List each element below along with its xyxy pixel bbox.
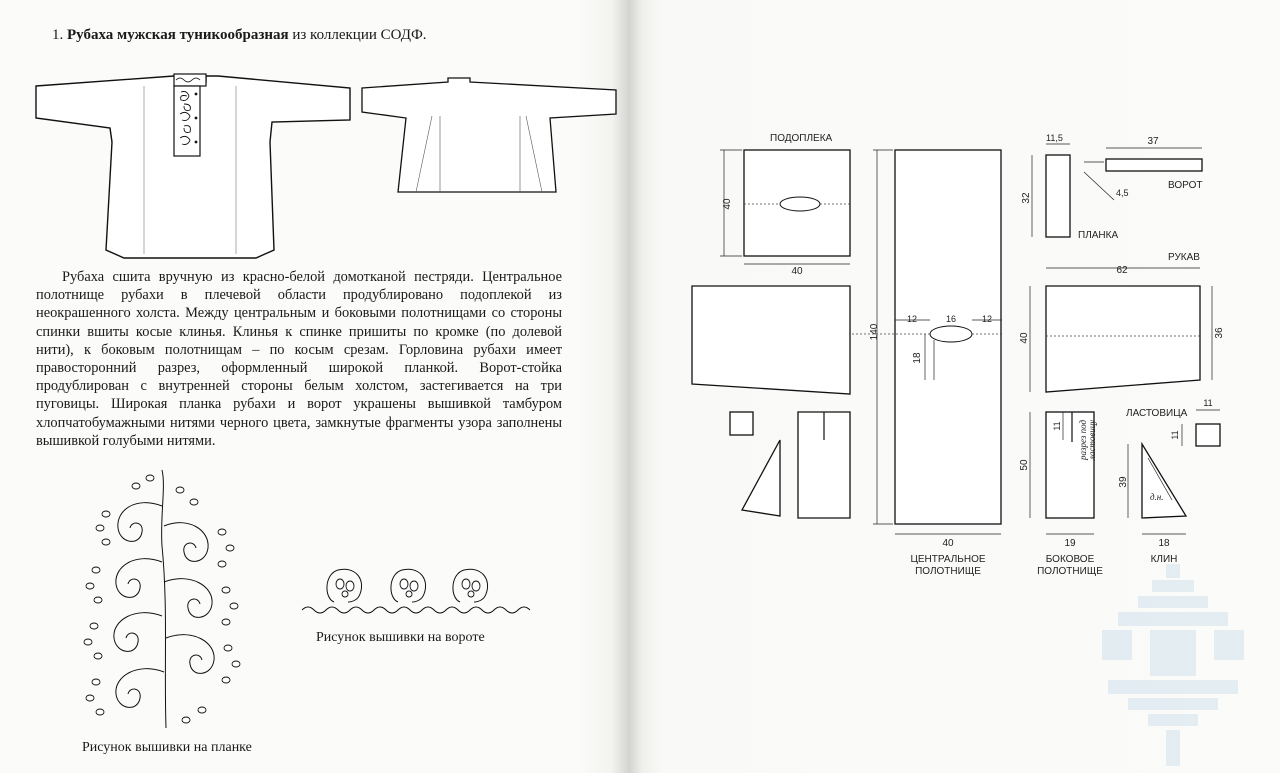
piece-left-panel: [692, 286, 850, 394]
dim-rukav-h-right: 36: [1214, 327, 1225, 339]
label-central-1: ЦЕНТРАЛЬНОЕ: [910, 554, 986, 565]
label-slit-2: ластовицу: [1087, 419, 1097, 461]
dim-neck-mid: 16: [945, 314, 957, 324]
piece-lastovitsa: [1196, 424, 1220, 446]
dim-rukav-w: 62: [1116, 265, 1128, 276]
dim-vorot-h: 4,5: [1116, 188, 1129, 198]
dim-planka-w: 11,5: [1046, 133, 1063, 143]
piece-left-gusset: [742, 440, 780, 516]
dim-last-h: 11: [1170, 430, 1180, 440]
dim-central-h: 140: [869, 323, 880, 341]
label-vorot: ВОРОТ: [1168, 180, 1203, 191]
label-klin: КЛИН: [1150, 554, 1178, 565]
label-central-2: ПОЛОТНИЩЕ: [915, 566, 981, 577]
dim-klin-h: 39: [1118, 476, 1129, 488]
piece-rukav: [1046, 286, 1200, 392]
piece-klin: [1142, 444, 1186, 518]
dim-podo-w: 40: [791, 266, 803, 277]
dim-klin-w: 18: [1158, 538, 1170, 549]
dim-rukav-h-left: 40: [1019, 332, 1030, 344]
dim-side-h: 50: [1019, 459, 1030, 471]
dim-neck-depth: 18: [912, 352, 923, 364]
dim-podo-h: 40: [722, 198, 733, 210]
dim-side-w: 19: [1064, 538, 1076, 549]
label-side-1: БОКОВОЕ: [1045, 554, 1095, 565]
piece-small-square: [730, 412, 753, 435]
dim-central-w: 40: [942, 538, 954, 549]
piece-planka: [1046, 155, 1070, 237]
label-podoplyoka: ПОДОПЛЕКА: [770, 133, 833, 144]
caption-placket-embroidery: Рисунок вышивки на планке: [82, 740, 252, 755]
heading-number: 1.: [52, 27, 64, 43]
label-dn: д.н.: [1150, 492, 1164, 502]
caption-collar-embroidery: Рисунок вышивки на вороте: [316, 630, 485, 645]
heading-source: из коллекции СОДФ.: [292, 27, 427, 43]
label-rukav: РУКАВ: [1168, 252, 1200, 263]
description-paragraph: Рубаха сшита вручную из красно-белой домотканой пестряди. Центральное полотнище рубахи в плечевой области продублировано подоплекой из неокрашенного холста. Между центральным и боковыми полотнищами со стороны спинки вшиты косые клинья. Клинья к спинке пришиты по кромке (по долевой нити), к боковым полотнищам – по косым срезам. Горловина рубахи имеет правосторонний разрез, оформленный широкой планкой. Ворот-стойка продублирован с внутренней стороны белым холстом, застегивается на три пуговицы. Широкая планка рубахи и ворот украшены вышивкой тамбуром хлопчатобумажными нитями черного цвета, замкнутые фрагменты узора заполнены вышивкой голубыми нитями.: [36, 269, 562, 449]
dim-neck-right: 12: [981, 314, 993, 324]
dim-side-slit: 11: [1052, 421, 1062, 431]
dim-vorot-w: 37: [1147, 136, 1159, 147]
label-slit-1: разрез под: [1078, 419, 1088, 461]
dim-last-w: 11: [1203, 398, 1213, 408]
dim-neck-left: 12: [906, 314, 918, 324]
heading-title: Рубаха мужская туникообразная: [67, 27, 289, 43]
piece-vorot: [1106, 159, 1202, 171]
label-planka: ПЛАНКА: [1078, 230, 1119, 241]
label-side-2: ПОЛОТНИЩЕ: [1037, 566, 1103, 577]
ornament-watermark: [1078, 560, 1268, 770]
label-lastovitsa: ЛАСТОВИЦА: [1126, 408, 1188, 419]
dim-planka-h: 32: [1021, 192, 1032, 204]
